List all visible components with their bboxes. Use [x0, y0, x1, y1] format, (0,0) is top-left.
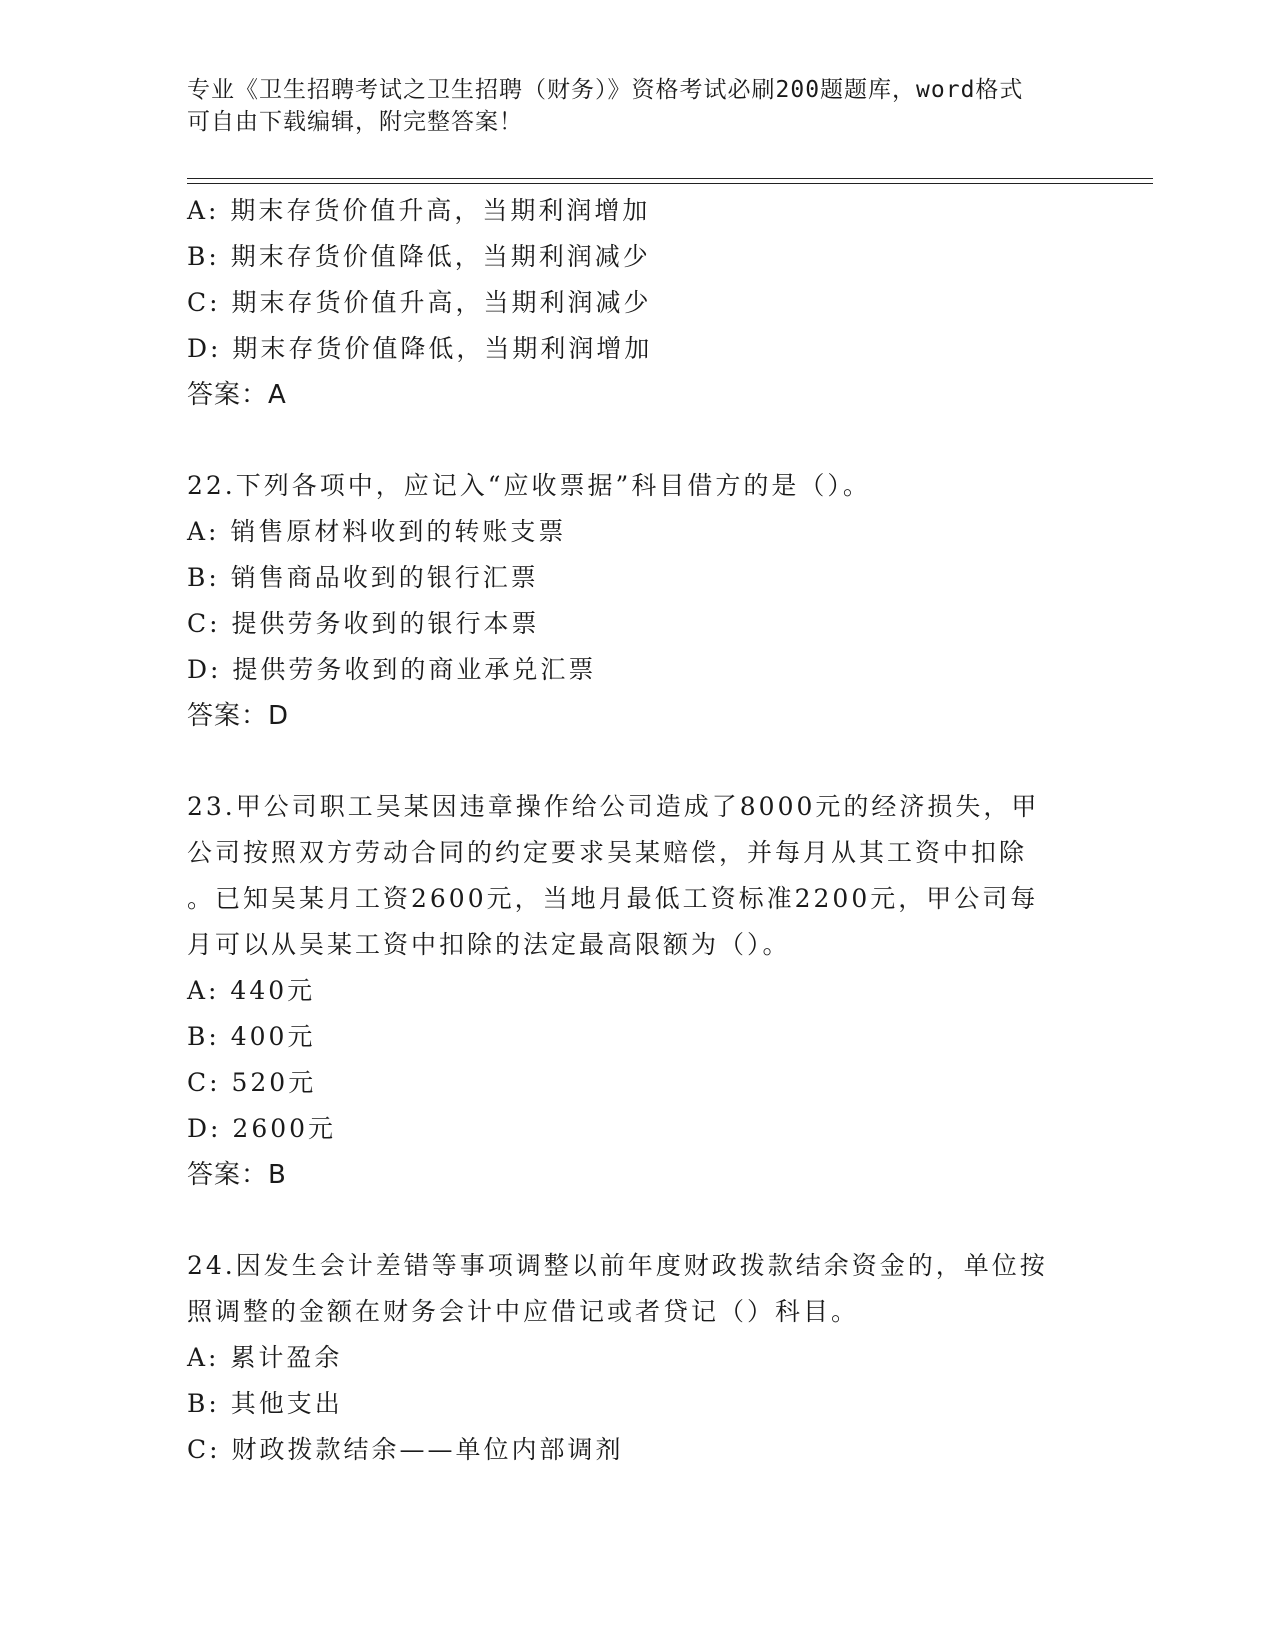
option-b: B: 400元 — [187, 1022, 316, 1051]
header-line-1: 专业《卫生招聘考试之卫生招聘（财务）》资格考试必刷200题题库，word格式 — [187, 77, 1024, 103]
header-divider-top — [187, 178, 1153, 179]
option-d: D: 提供劳务收到的商业承兑汇票 — [187, 655, 597, 684]
question-stem-line-4: 月可以从吴某工资中扣除的法定最高限额为（）。 — [187, 930, 791, 959]
question-stem-line-1: 24.因发生会计差错等事项调整以前年度财政拨款结余资金的，单位按 — [187, 1251, 1048, 1280]
header-divider-bottom — [187, 183, 1153, 184]
option-a: A: 440元 — [187, 976, 316, 1005]
spacer — [187, 739, 1087, 784]
answer: 答案：B — [187, 1160, 287, 1190]
option-b: B: 其他支出 — [187, 1389, 343, 1418]
header-line-2: 可自由下载编辑，附完整答案！ — [187, 109, 523, 135]
answer: 答案：D — [187, 701, 290, 731]
option-d: D: 2600元 — [187, 1114, 337, 1143]
spacer — [187, 1198, 1087, 1243]
spacer — [187, 418, 1087, 463]
document-header — [187, 74, 1087, 138]
option-b: B: 销售商品收到的银行汇票 — [187, 563, 539, 592]
option-d: D: 期末存货价值降低，当期利润增加 — [187, 334, 653, 363]
option-c: C: 期末存货价值升高，当期利润减少 — [187, 288, 652, 317]
question-stem-line-3: 。已知吴某月工资2600元，当地月最低工资标准2200元，甲公司每 — [187, 884, 1039, 913]
answer: 答案：A — [187, 380, 287, 410]
question-stem: 22.下列各项中，应记入“应收票据”科目借方的是（）。 — [187, 471, 871, 500]
option-c: C: 财政拨款结余——单位内部调剂 — [187, 1435, 624, 1464]
option-a: A: 期末存货价值升高，当期利润增加 — [187, 196, 651, 225]
question-stem-line-2: 照调整的金额在财务会计中应借记或者贷记（）科目。 — [187, 1297, 860, 1326]
question-stem-line-1: 23.甲公司职工吴某因违章操作给公司造成了8000元的经济损失，甲 — [187, 792, 1040, 821]
option-c: C: 520元 — [187, 1068, 317, 1097]
question-22 — [187, 463, 1087, 739]
option-c: C: 提供劳务收到的银行本票 — [187, 609, 540, 638]
option-a: A: 销售原材料收到的转账支票 — [187, 517, 567, 546]
question-23 — [187, 784, 1087, 1198]
option-a: A: 累计盈余 — [187, 1343, 343, 1372]
question-list — [187, 188, 1087, 1473]
question-21 — [187, 188, 1087, 418]
question-stem-line-2: 公司按照双方劳动合同的约定要求吴某赔偿，并每月从其工资中扣除 — [187, 838, 1028, 867]
option-b: B: 期末存货价值降低，当期利润减少 — [187, 242, 651, 271]
question-24 — [187, 1243, 1087, 1473]
